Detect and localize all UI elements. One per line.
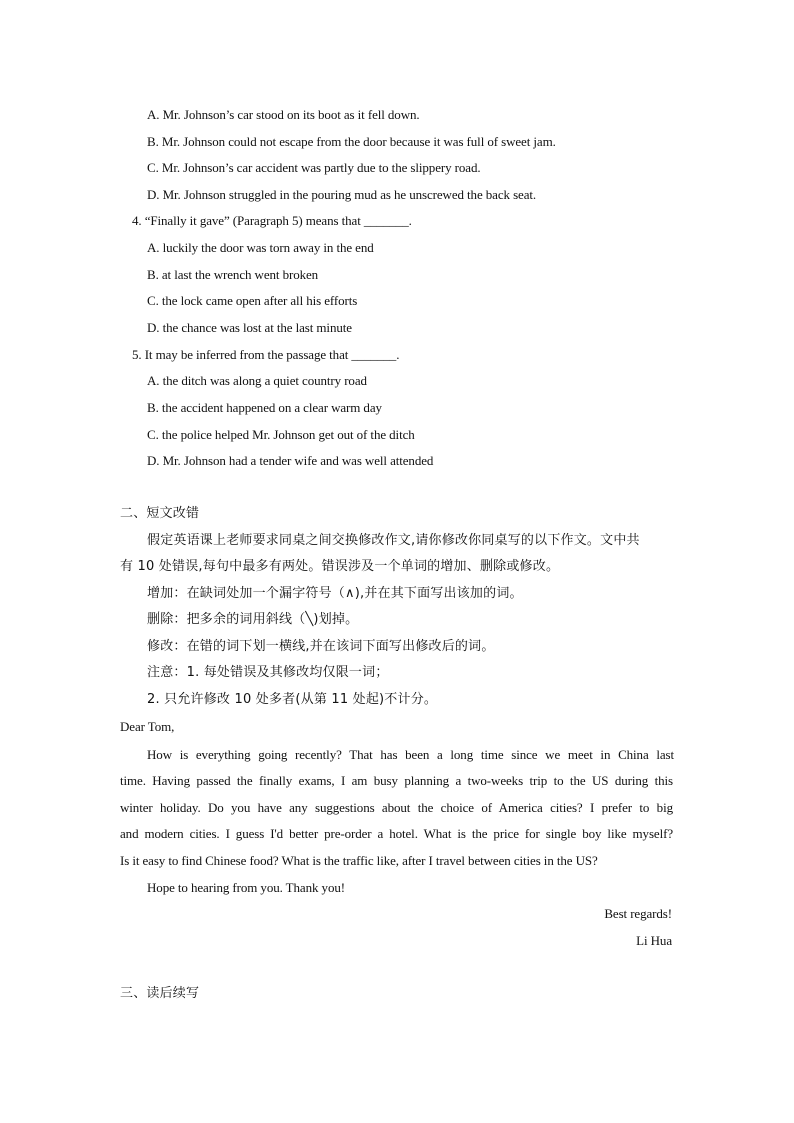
- q5-option-a: A. the ditch was along a quiet country road: [147, 373, 367, 388]
- q3-option-d: D. Mr. Johnson struggled in the pouring mud as he unscrewed the back seat.: [147, 187, 537, 202]
- q4-option-a: A. luckily the door was torn away in the end: [147, 240, 374, 255]
- q5-option-d: D. Mr. Johnson had a tender wife and was well attended: [147, 453, 434, 468]
- instruction-add: 增加：在缺词处加一个漏字符号（∧),并在其下面写出该加的词。: [147, 586, 523, 601]
- letter-body-line-5: Is it easy to find Chinese food? What is the traffic like, after I travel between cities in the US?: [120, 853, 598, 868]
- q3-option-b: B. Mr. Johnson could not escape from the door because it was full of sweet jam.: [147, 134, 556, 149]
- letter-body-line-6: Hope to hearing from you. Thank you!: [147, 880, 345, 895]
- q4-option-d: D. the chance was lost at the last minute: [147, 320, 352, 335]
- letter-body-line-1: How is everything going recently? That has been a long time since we meet in China last: [147, 747, 674, 762]
- letter-closing: Best regards!: [604, 906, 672, 921]
- letter-salutation: Dear Tom,: [120, 719, 175, 734]
- instruction-modify: 修改：在错的词下划一横线,并在该词下面写出修改后的词。: [147, 639, 495, 654]
- instruction-delete: 删除：把多余的词用斜线（╲)划掉。: [147, 612, 359, 627]
- instruction-note-1: 注意：1. 每处错误及其修改均仅限一词；: [147, 665, 389, 680]
- instruction-line-2: 有 10 处错误,每句中最多有两处。错误涉及一个单词的增加、删除或修改。: [120, 559, 560, 574]
- section2-heading: 二、短文改错: [120, 506, 200, 521]
- instruction-line-1: 假定英语课上老师要求同桌之间交换修改作文,请你修改你同桌写的以下作文。文中共: [147, 533, 640, 548]
- q5-option-b: B. the accident happened on a clear warm day: [147, 400, 382, 415]
- q3-option-a: A. Mr. Johnson’s car stood on its boot as it fell down.: [147, 107, 420, 122]
- q5-option-c: C. the police helped Mr. Johnson get out of the ditch: [147, 427, 415, 442]
- q5-stem: 5. It may be inferred from the passage that _______.: [132, 347, 400, 362]
- q3-option-c: C. Mr. Johnson’s car accident was partly due to the slippery road.: [147, 160, 481, 175]
- letter-body-line-2: time. Having passed the finally exams, I am busy planning a two-weeks trip to the US during this: [120, 773, 673, 788]
- q4-option-b: B. at last the wrench went broken: [147, 267, 319, 282]
- letter-body-line-4: and modern cities. I guess I'd better pre-order a hotel. What is the price for single boy like myself?: [120, 826, 673, 841]
- section3-heading: 三、读后续写: [120, 986, 200, 1001]
- instruction-note-2: 2. 只允许修改 10 处多者(从第 11 处起)不计分。: [147, 692, 438, 707]
- q4-option-c: C. the lock came open after all his efforts: [147, 293, 358, 308]
- letter-signature: Li Hua: [636, 933, 672, 948]
- letter-body-line-3: winter holiday. Do you have any suggestions about the choice of America cities? I prefer to big: [120, 800, 673, 815]
- q4-stem: 4. “Finally it gave” (Paragraph 5) means that _______.: [132, 213, 412, 228]
